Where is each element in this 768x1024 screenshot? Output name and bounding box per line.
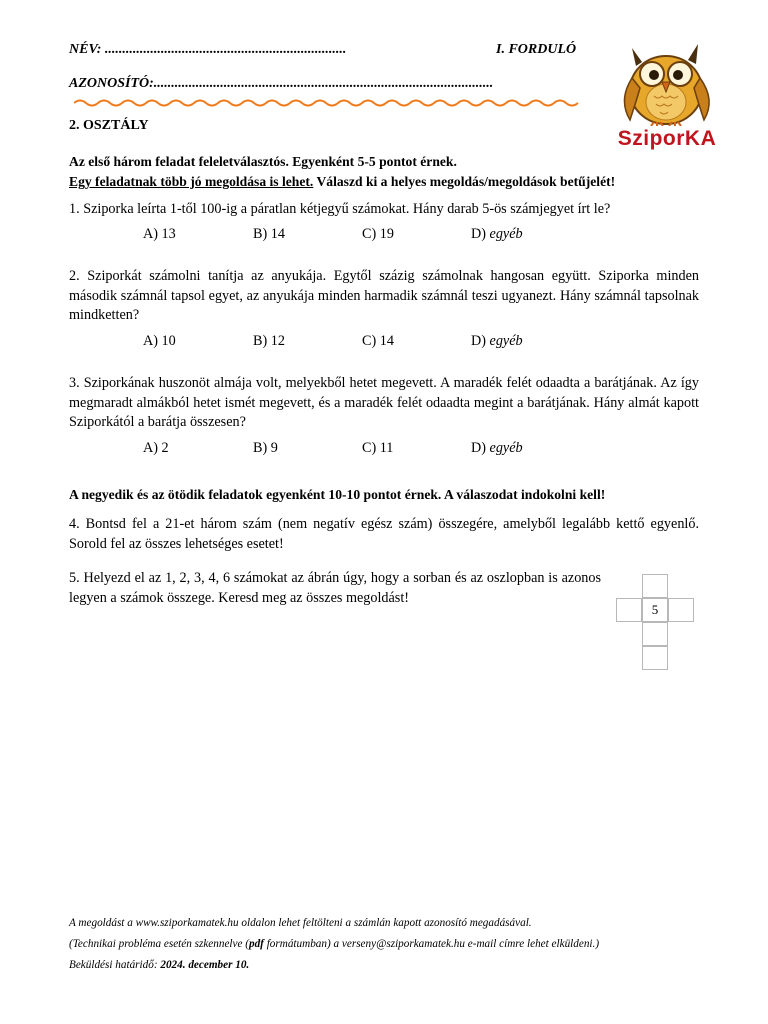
q3-option-d: D) egyéb — [471, 440, 523, 456]
grid-cell-left[interactable] — [616, 598, 642, 622]
q2-option-b: B) 12 — [253, 333, 285, 349]
question-1-text: 1. Sziporka leírta 1-től 100-ig a páratlan kétjegyű számokat. Hány darab 5-ös számjegyet írt le? — [69, 201, 611, 217]
footer-deadline: Beküldési határidő: 2024. december 10. — [69, 959, 250, 971]
q1-option-b: B) 14 — [253, 226, 285, 242]
q3-option-b: B) 9 — [253, 440, 278, 456]
question-3-text: 3. Sziporkának huszonöt almája volt, melyekből hetet megevett. A maradék felét odaadta a barátjának. Az így megmaradt almákból hetet ismét megevett, és a maradék felét odaadta megint a barátjának. Hány almát kapott Sziporkától a barátja összesen? — [69, 375, 699, 430]
grid-cell-center: 5 — [642, 598, 668, 622]
instructions-line2 — [69, 172, 615, 192]
question-5-text: 5. Helyezd el az 1, 2, 3, 4, 6 számokat az ábrán úgy, hogy a sorban és az oszlopban is azonos legyen a számok összege. Keresd meg az összes megoldást! — [69, 570, 601, 606]
question-4-text: 4. Bontsd fel a 21-et három szám (nem negatív egész szám) összegére, amelyből legalább kettő egyenlő. Sorold fel az összes lehetséges esetet! — [69, 516, 699, 552]
instructions-part2: A negyedik és az ötödik feladatok egyenként 10-10 pontot érnek. A válaszodat indokolni kell! — [69, 487, 606, 502]
footer-upload-note: A megoldást a www.sziporkamatek.hu oldalon lehet feltölteni a számlán kapott azonosító megadásával. — [69, 917, 532, 929]
logo-text: SziporKA — [617, 127, 717, 150]
deadline-date: 2024. december 10. — [160, 959, 250, 971]
instructions-task: Válaszd ki a helyes megoldás/megoldások betűjelét! — [313, 174, 616, 189]
round-label: I. FORDULÓ — [496, 42, 577, 57]
owl-icon — [614, 40, 720, 126]
question-2-text: 2. Sziporkát számolni tanítja az anyukája. Egytől százig számolnak hangosan együtt. Sziporka minden második számnál tapsol egyet, az anyukája minden harmadik számnál teszi ugyanezt. Hány számnál tapsolnak mindketten? — [69, 268, 699, 323]
instructions-note: Egy feladatnak több jó megoldása is lehet. — [69, 174, 314, 189]
q3-option-a: A) 2 — [143, 440, 169, 456]
q2-option-d: D) egyéb — [471, 333, 523, 349]
instructions-part1 — [69, 152, 615, 192]
wavy-divider — [74, 98, 582, 108]
grid-cell-bottom-1[interactable] — [642, 622, 668, 646]
grid-cell-top[interactable] — [642, 574, 668, 598]
q1-option-d: D) egyéb — [471, 226, 523, 242]
name-field-line: NÉV: ..................................................................... — [69, 42, 347, 57]
q1-option-c: C) 19 — [362, 226, 394, 242]
footer-email-note: (Technikai probléma esetén szkennelve (pdf formátumban) a verseny@sziporkamatek.hu e-mail címre lehet elküldeni.) — [69, 938, 600, 950]
grade-heading: 2. OSZTÁLY — [69, 118, 149, 133]
instructions-line1: Az első három feladat feleletválasztós. Egyenként 5-5 pontot érnek. — [69, 154, 457, 169]
grid-cell-bottom-2[interactable] — [642, 646, 668, 670]
sziporka-logo — [614, 40, 720, 150]
grid-cell-right[interactable] — [668, 598, 694, 622]
q2-option-c: C) 14 — [362, 333, 394, 349]
cross-number-grid — [616, 574, 696, 670]
q3-option-c: C) 11 — [362, 440, 394, 456]
q2-option-a: A) 10 — [143, 333, 176, 349]
q1-option-a: A) 13 — [143, 226, 176, 242]
id-field-line: AZONOSÍTÓ:................................................................................................. — [69, 76, 494, 91]
